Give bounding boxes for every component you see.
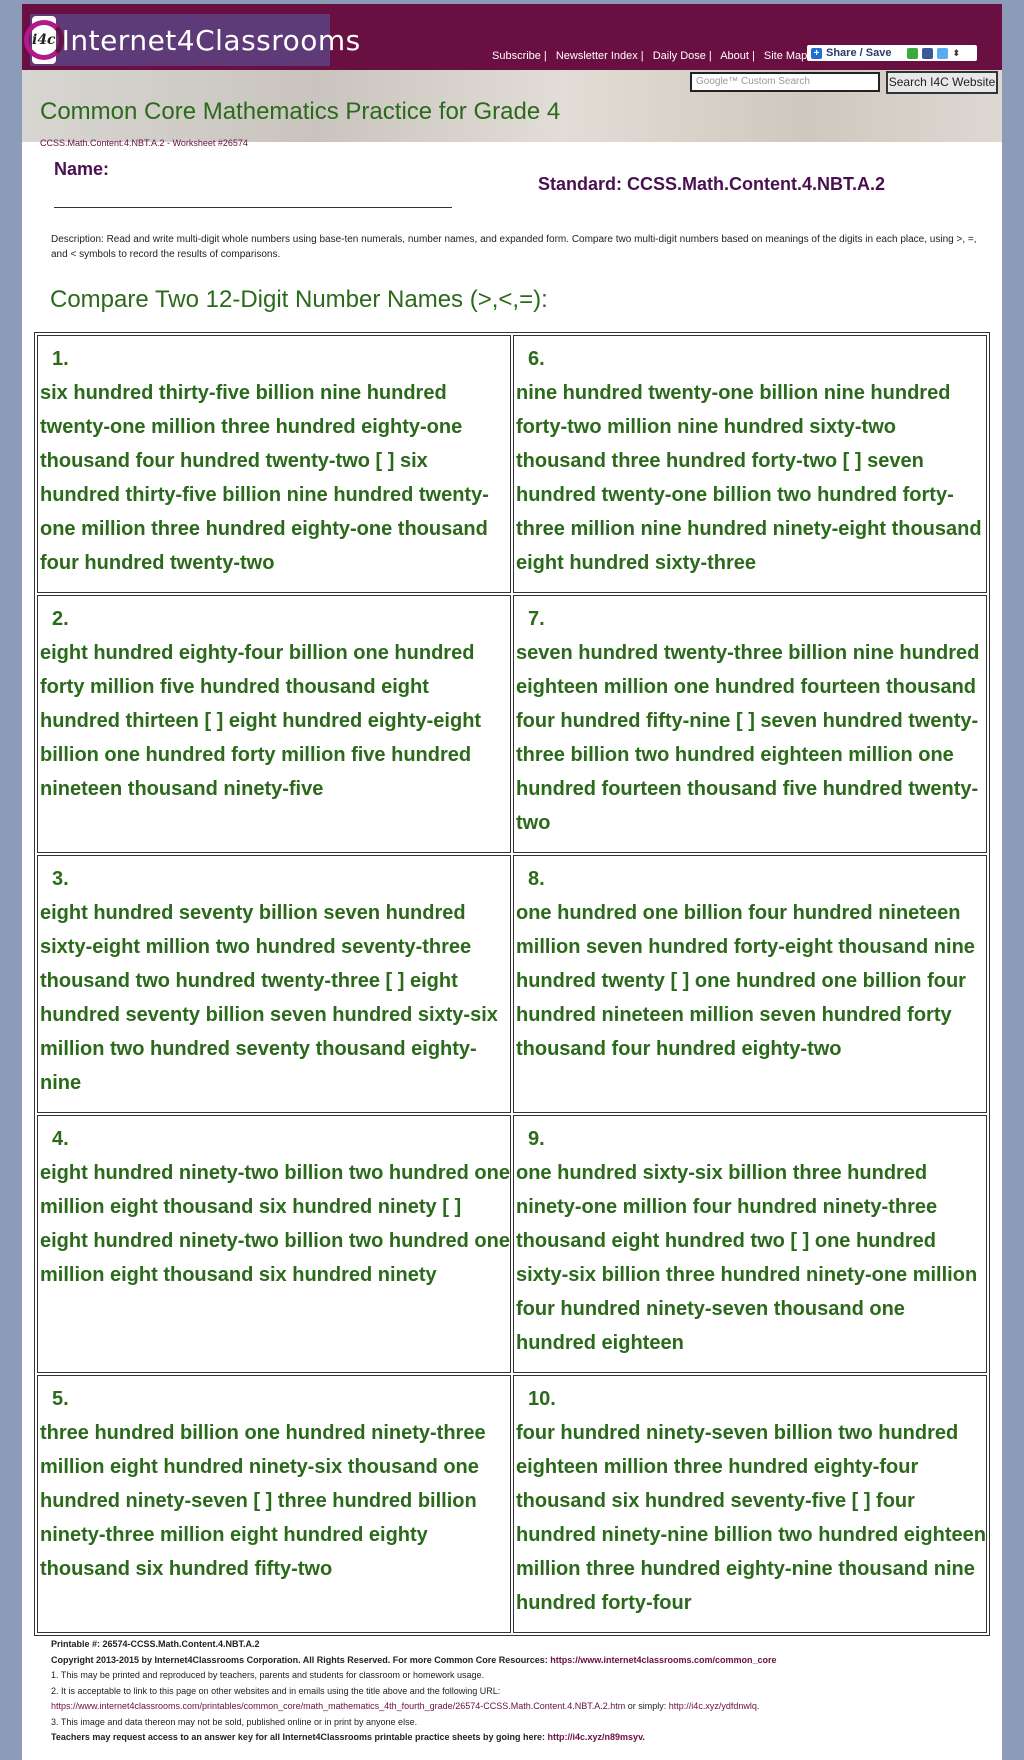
note-2: 2. It is acceptable to link to this page on other websites and in emails using the title above and the following URL:	[51, 1685, 501, 1696]
problem-text: one hundred one billion four hundred nineteen million seven hundred forty-eight thousand nine hundred twenty [ ] one hundred one billion four hundred nineteen million seven hundred forty thousand four hundred eighty-two	[516, 902, 975, 1060]
copyright: Copyright 2013-2015 by Internet4Classrooms Corporation. All Rights Reserved. For more Common Core Resources: https://www.internet4classrooms.com/common_core	[51, 1654, 777, 1665]
answer-key-link[interactable]: http://i4c.xyz/n89msyv	[547, 1732, 643, 1742]
problem-text: six hundred thirty-five billion nine hundred twenty-one million three hundred eighty-one thousand four hundred twenty-two [ ] six hundred thirty-five billion nine hundred twenty-one million three hundred eighty-one thousand four hundred twenty-two	[40, 382, 489, 574]
page	[22, 4, 1002, 1760]
common-core-link[interactable]: https://www.internet4classrooms.com/common_core	[550, 1654, 777, 1665]
name-label: Name:	[54, 159, 110, 179]
problem-number: 1.	[52, 348, 69, 370]
twitter-icon[interactable]	[937, 48, 948, 59]
logo-text: Internet4Classrooms	[61, 23, 361, 57]
name-line	[54, 207, 452, 208]
problem-text: seven hundred twenty-three billion nine hundred eighteen million one hundred fourteen thousand four hundred fifty-nine [ ] seven hundred twenty-three billion two hundred eighteen million one hundred fourteen thousand five hundred twenty-two	[516, 642, 980, 834]
problem-number: 2.	[52, 608, 69, 630]
worksheet-id: CCSS.Math.Content.4.NBT.A.2 - Worksheet #26574	[40, 138, 248, 148]
problem-cell	[513, 1115, 987, 1373]
answer-key-note: Teachers may request access to an answer key for all Internet4Classrooms printable practice sheets by going here: http://i4c.xyz/n89msyv.	[51, 1732, 645, 1742]
description: Description: Read and write multi-digit whole numbers using base-ten numerals, number names, and expanded form. Compare two multi-digit numbers based on meanings of the digits in each place, using >, =, and < symbols to record the results of comparisons.	[51, 234, 977, 260]
i4c-logo-icon: i4c	[32, 16, 56, 64]
problems-table	[34, 332, 990, 1636]
site-header	[22, 4, 1002, 70]
footer	[51, 1637, 991, 1746]
problem-number: 6.	[528, 348, 545, 370]
problem-number: 4.	[52, 1128, 69, 1150]
problem-text: nine hundred twenty-one billion nine hundred forty-two million nine hundred sixty-two thousand three hundred forty-two [ ] seven hundred twenty-one billion two hundred forty-three million nine hundred ninety-eight thousand eight hundred sixty-three	[516, 382, 982, 574]
nav-daily-dose[interactable]: Daily Dose	[652, 50, 706, 62]
site-logo[interactable]	[30, 14, 361, 66]
nav-about[interactable]: About	[720, 50, 749, 62]
problem-number: 8.	[528, 868, 545, 890]
standard-label: Standard: CCSS.Math.Content.4.NBT.A.2	[538, 174, 886, 194]
problem-cell	[37, 335, 511, 593]
search-button[interactable]: Search I4C Website	[886, 71, 998, 94]
nav-subscribe[interactable]: Subscribe	[492, 50, 541, 62]
problem-text: eight hundred ninety-two billion two hundred one million eight thousand six hundred ninety [ ] eight hundred ninety-two billion two hundred one million eight thousand six hundred ninety	[40, 1162, 510, 1286]
facebook-icon[interactable]	[922, 48, 933, 59]
problem-text: three hundred billion one hundred ninety-three million eight hundred ninety-six thousand one hundred ninety-seven [ ] three hundred billion ninety-three million eight hundred eighty thousand six hundred fifty-two	[40, 1422, 486, 1580]
problem-text: four hundred ninety-seven billion two hundred eighteen million three hundred eighty-four thousand six hundred seventy-five [ ] four hundred ninety-nine billion two hundred eighteen million three hundred eighty-nine thousand nine hundred forty-four	[516, 1422, 986, 1614]
problem-number: 3.	[52, 868, 69, 890]
problem-cell	[37, 595, 511, 853]
plus-icon: +	[811, 48, 822, 59]
problem-text: eight hundred eighty-four billion one hundred forty million five hundred thousand eight hundred thirteen [ ] eight hundred eighty-eight billion one hundred forty million five hundred nineteen thousand ninety-five	[40, 642, 482, 800]
problem-number: 7.	[528, 608, 545, 630]
problem-cell	[513, 335, 987, 593]
share-save-button[interactable]	[807, 45, 977, 61]
nav-newsletter-index[interactable]: Newsletter Index	[555, 50, 638, 62]
printable-number: Printable #: 26574-CCSS.Math.Content.4.NBT.A.2	[51, 1639, 260, 1649]
note-1: 1. This may be printed and reproduced by teachers, parents and students for classroom or homework usage.	[51, 1670, 485, 1680]
worksheet-title: Compare Two 12-Digit Number Names (>,<,=):	[50, 286, 548, 313]
problem-cell	[37, 855, 511, 1113]
chevron-updown-icon[interactable]: ⬍	[952, 47, 960, 58]
top-nav: Subscribe | Newsletter Index | Daily Dose | About | Site Map	[492, 50, 808, 62]
worksheet-url-link[interactable]: https://www.internet4classrooms.com/printables/common_core/math_mathematics_4th_fourth_grade/26574-CCSS.Math.Content.4.NBT.A.2.htm	[51, 1701, 626, 1711]
short-url-link[interactable]: http://i4c.xyz/ydfdnwlq	[668, 1701, 757, 1711]
url-line: https://www.internet4classrooms.com/printables/common_core/math_mathematics_4th_fourth_grade/26574-CCSS.Math.Content.4.NBT.A.2.htm or simply: http://i4c.xyz/ydfdnwlq.	[51, 1701, 760, 1711]
problem-number: 5.	[52, 1388, 69, 1410]
share-label: Share / Save	[826, 47, 892, 59]
share-service-icon[interactable]	[907, 48, 918, 59]
problem-cell	[37, 1375, 511, 1633]
problem-text: one hundred sixty-six billion three hundred ninety-one million four hundred ninety-three thousand eight hundred two [ ] one hundred sixty-six billion three hundred ninety-one million four hundred ninety-seven thousand one hundred eighteen	[516, 1162, 978, 1354]
note-3: 3. This image and data thereon may not be sold, published online or in print by anyone else.	[51, 1716, 418, 1727]
problem-text: eight hundred seventy billion seven hundred sixty-eight million two hundred seventy-three thousand two hundred twenty-three [ ] eight hundred seventy billion seven hundred sixty-six million two hundred seventy thousand eighty-nine	[40, 902, 498, 1094]
problem-cell	[513, 595, 987, 853]
problem-cell	[513, 855, 987, 1113]
problem-number: 10.	[528, 1388, 556, 1410]
problem-cell	[37, 1115, 511, 1373]
nav-site-map[interactable]: Site Map	[763, 50, 808, 62]
problem-cell	[513, 1375, 987, 1633]
problem-number: 9.	[528, 1128, 545, 1150]
page-title: Common Core Mathematics Practice for Grade 4	[40, 98, 561, 125]
search-input[interactable]: Google™ Custom Search	[690, 72, 880, 92]
